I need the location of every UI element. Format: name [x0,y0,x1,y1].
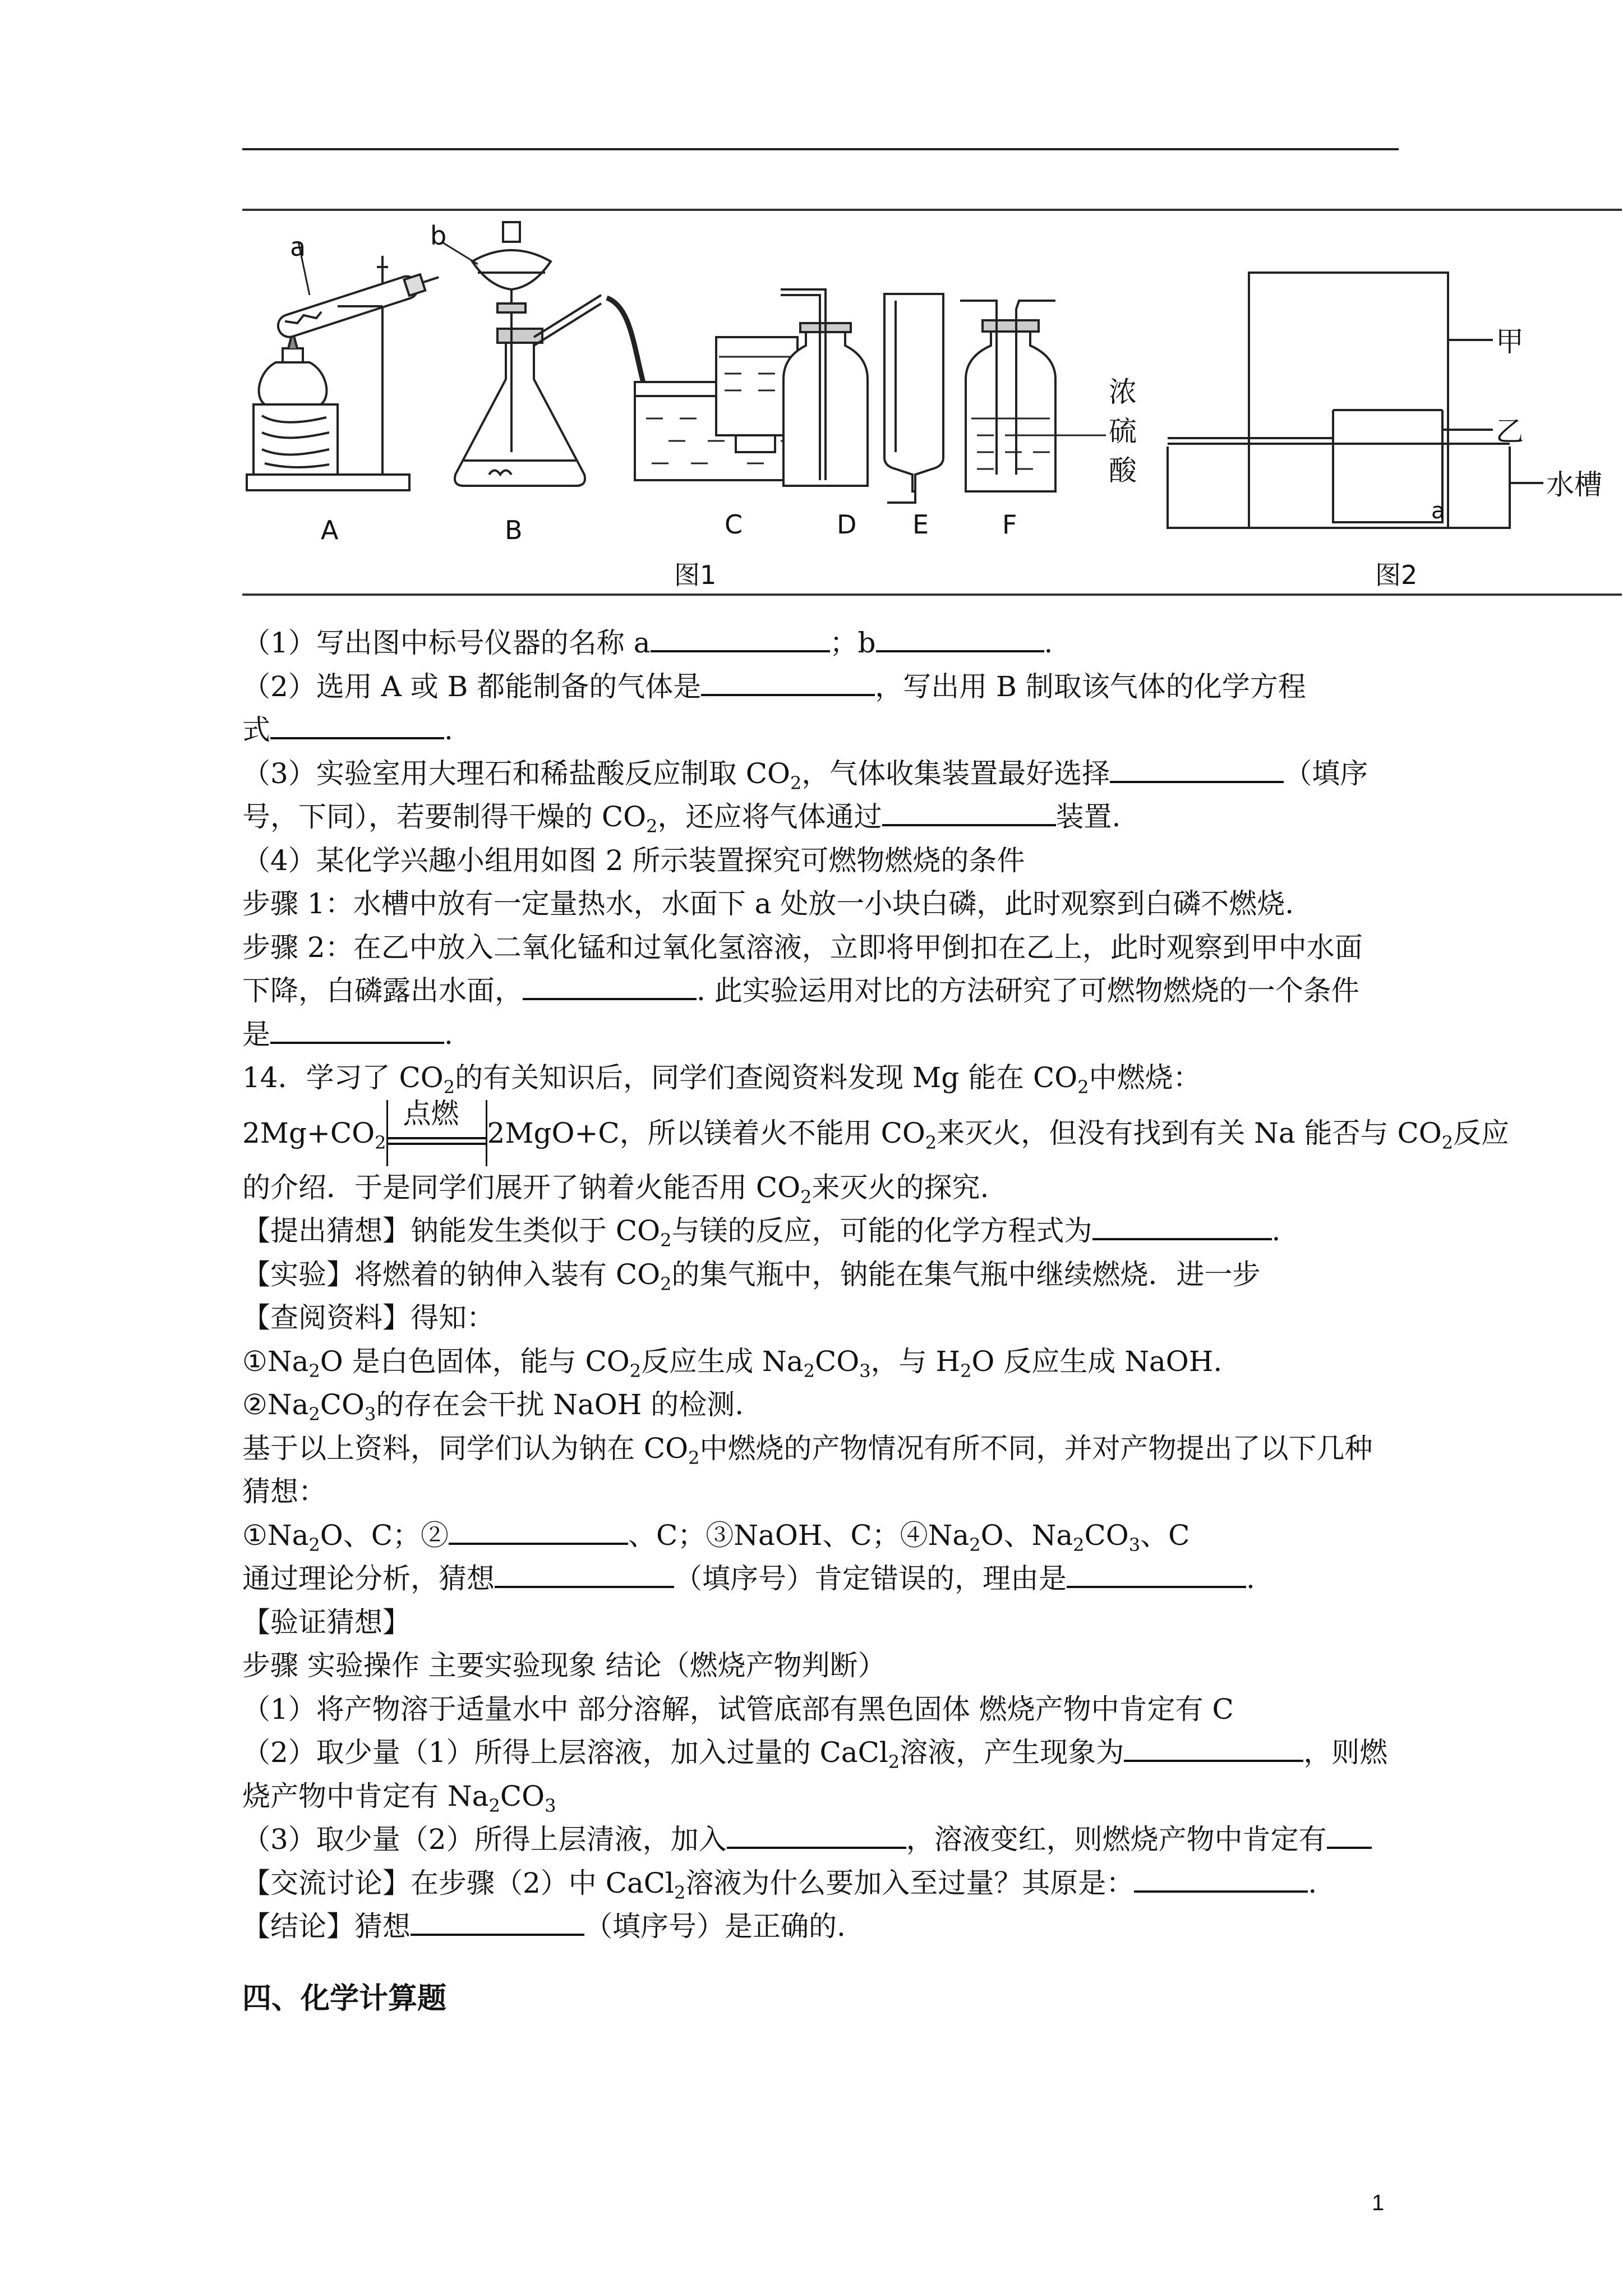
q13-part1: （1）写出图中标号仪器的名称 a ；b . [242,622,1403,665]
header-rule [242,148,1399,150]
q14-options: $①Na_2O$、C；② 、C；③NaOH、C；$④Na_2O$、$Na_2CO_3$、C [242,1514,1403,1558]
q14-experiment: 【实验】将燃着的钠伸入装有 $CO_2$的集气瓶中，钠能在集气瓶中继续燃烧．进一步 [242,1258,1261,1295]
question-content [242,622,1510,1949]
answer-blank[interactable] [1067,1558,1246,1588]
separatory-funnel [472,250,551,289]
label-yi: 乙 [1496,415,1524,448]
answer-blank[interactable] [523,970,697,1000]
apparatus-label-E: E [912,509,929,540]
answer-blank[interactable] [1092,1210,1272,1240]
wash-bottle-f [966,326,1055,491]
q14-reference-1: $①Na_2O$ 是白色固体，能与 $CO_2$反应生成 $Na_2CO_3$，与 $H_2O$ 反应生成 NaOH. [242,1345,1223,1382]
label-fig2-a: a [1431,498,1445,524]
label-b: b [430,220,447,251]
page-number: 1 [1372,2191,1385,2215]
q14-basis-cont: 猜想： [242,1475,326,1508]
q13-part2-cont: 式 . [242,708,1403,752]
answer-blank[interactable] [876,622,1044,652]
q14-basis: 基于以上资料，同学们认为钠在 $CO_2$中燃烧的产物情况有所不同，并对产物提出了以下几种 [242,1432,1373,1469]
q13-part4: （4）某化学兴趣小组用如图 2 所示装置探究可燃物燃烧的条件 [242,844,1025,877]
q14-conclusion: 【结论】猜想 （填序号）是正确的. [242,1905,1403,1949]
q14-row2: （2）取少量（1）所得上层溶液，加入过量的 CaCl$_2$溶液，产生现象为 ，则燃 [242,1731,1403,1775]
answer-blank[interactable] [882,796,1056,826]
label-a: a [290,232,306,262]
stand-base [247,475,409,490]
apparatus-label-A: A [321,515,339,545]
q14-verify: 【验证猜想】 [242,1605,411,1639]
apparatus-label-D: D [837,509,857,540]
answer-blank[interactable] [1327,1819,1372,1849]
apparatus-label-B: B [505,515,523,545]
tank-jia [1249,273,1448,528]
q14-discussion: 【交流讨论】在步骤（2）中 CaCl$_2$溶液为什么要加入至过量？其原是： . [242,1862,1403,1906]
apparatus-drawing [242,211,1622,598]
q13-step1: 步骤 1：水槽中放有一定量热水，水面下 a 处放一小块白磷，此时观察到白磷不燃烧. [242,887,1294,920]
q14-equation-line: $2Mg+CO_2$ 点燃 2MgO+C，所以镁着火不能用 $CO_2$来灭火，但没有找到有关 Na 能否与 $CO_2$反应 [242,1100,1403,1166]
answer-blank[interactable] [651,622,830,652]
q13-part2: （2）选用 A 或 B 都能制备的气体是 ，写出用 B 制取该气体的化学方程 [242,665,1403,709]
section-title: 四、化学计算题 [242,1982,447,2016]
apparatus-label-F: F [1002,509,1017,540]
answer-blank[interactable] [495,1558,674,1588]
answer-blank[interactable] [270,1014,444,1044]
answer-blank[interactable] [727,1819,906,1849]
q14-intro2: 的介绍．于是同学们展开了钠着火能否用 $CO_2$来灭火的探究. [242,1171,989,1208]
label-jia: 甲 [1496,325,1524,358]
bottle-e [884,294,943,491]
q13-step2-cont: 下降，白磷露出水面， . 此实验运用对比的方法研究了可燃物燃烧的一个条件 [242,969,1403,1013]
q14-table-head: 步骤 实验操作 主要实验现象 结论（燃烧产物判断） [242,1649,886,1682]
label-water-trough: 水槽 [1546,468,1602,501]
acid-char-3: 酸 [1109,454,1137,487]
q14-row2-cont: 烧产物中肯定有 $Na_2CO_3$ [242,1779,556,1816]
answer-blank[interactable] [701,666,875,696]
caption-fig1: 图1 [674,560,717,590]
apparatus-label-C: C [725,509,743,540]
q14-guess: 【提出猜想】钠能发生类似于 $CO_2$与镁的反应，可能的化学方程式为 . [242,1209,1403,1253]
q13-part3: （3）实验室用大理石和稀盐酸反应制取 $CO_2$，气体收集装置最好选择 （填序 [242,752,1403,796]
answer-blank[interactable] [270,709,444,739]
q14-row1: （1）将产物溶于适量水中 部分溶解，试管底部有黑色固体 燃烧产物中肯定有 C [242,1692,1234,1726]
q13-part3-cont: 号，下同），若要制得干燥的 $CO_2$，还应将气体通过 装置. [242,795,1403,839]
answer-blank[interactable] [1110,753,1284,783]
q13-step2: 步骤 2：在乙中放入二氧化锰和过氧化氢溶液，立即将甲倒扣在乙上，此时观察到甲中水面 [242,931,1363,964]
answer-blank[interactable] [1124,1732,1303,1762]
reaction-condition: 点燃 [386,1100,487,1166]
q14-reference: 【查阅资料】得知： [242,1301,495,1334]
answer-blank[interactable] [449,1515,628,1545]
q14-reference-2: $②Na_2CO_3$的存在会干扰 NaOH 的检测. [242,1388,744,1425]
apparatus-figure [242,209,1622,596]
q14-intro: 14．学习了 $CO_2$的有关知识后，同学们查阅资料发现 Mg 能在 $CO_2$中燃烧： [242,1061,1201,1098]
acid-char-1: 浓 [1109,376,1137,408]
q13-step2-end: 是 . [242,1013,1403,1057]
caption-fig2: 图2 [1375,560,1418,590]
q14-row3: （3）取少量（2）所得上层清液，加入 ，溶液变红，则燃烧产物中肯定有 [242,1818,1403,1862]
answer-blank[interactable] [411,1906,584,1936]
answer-blank[interactable] [1134,1862,1308,1893]
alcohol-lamp [259,362,327,404]
erlenmeyer-flask [455,340,585,486]
acid-char-2: 硫 [1109,415,1137,448]
q14-theory: 通过理论分析，猜想 （填序号）肯定错误的，理由是 . [242,1557,1403,1601]
